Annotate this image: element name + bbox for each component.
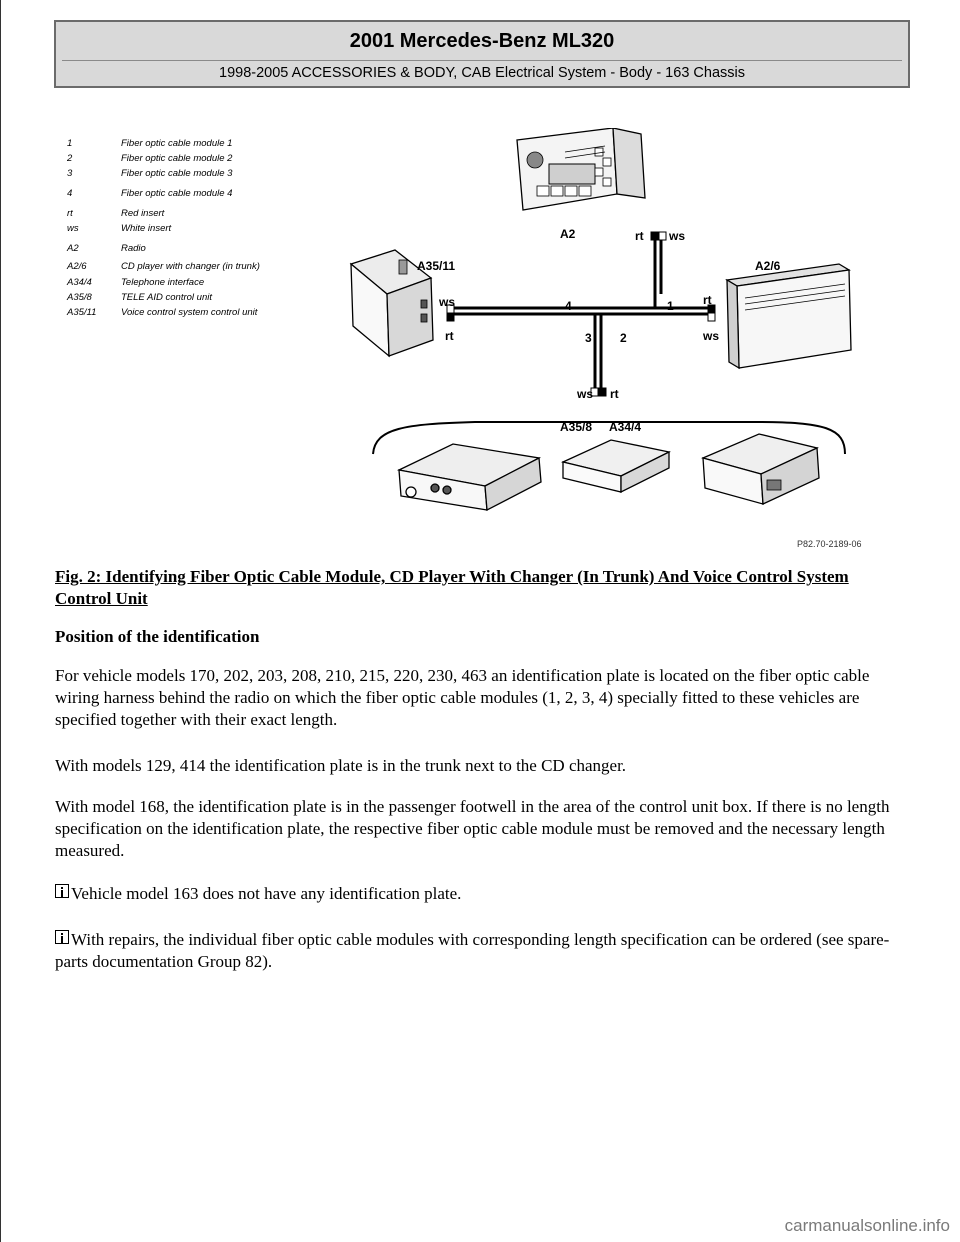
note <box>55 929 915 973</box>
legend-code: A35/11 <box>67 307 97 318</box>
legend-desc: Voice control system control unit <box>121 307 258 318</box>
paragraph: For vehicle models 170, 202, 203, 208, 210, 215, 220, 230, 463 an identification plate is located on the fiber optic cable wiring harness behind the radio on which the fiber optic cable modules (1, 2, 3, 4) specially fitted to these vehicles are specified together with their exact length. <box>55 666 870 729</box>
legend-desc: Fiber optic cable module 3 <box>121 168 233 179</box>
legend-code: A2 <box>67 243 79 254</box>
label-ws-right: ws <box>703 329 720 343</box>
document-title: 2001 Mercedes-Benz ML320 <box>349 30 615 52</box>
label-rt-right: rt <box>703 293 712 307</box>
label-a2: A2 <box>560 227 576 241</box>
control-unit-box <box>703 434 819 504</box>
legend-code: rt <box>67 208 73 219</box>
legend-desc: Fiber optic cable module 2 <box>121 153 233 164</box>
cd-changer-unit <box>727 264 851 368</box>
fiber-cable-harness <box>453 240 710 388</box>
note-text: Vehicle model 163 does not have any identification plate. <box>71 884 462 903</box>
label-a35-8: A35/8 <box>560 420 593 434</box>
document-subtitle: 1998-2005 ACCESSORIES & BODY, CAB Electrical System - Body - 163 Chassis <box>62 60 902 85</box>
legend-desc: TELE AID control unit <box>121 292 212 303</box>
info-icon <box>55 930 69 944</box>
note-text: With repairs, the individual fiber optic cable modules with corresponding length specification can be ordered (see spare-parts documentation Group 82). <box>55 930 890 971</box>
paragraph: With models 129, 414 the identification plate is in the trunk next to the CD changer. <box>55 756 627 775</box>
legend-desc: Radio <box>121 243 146 254</box>
label-module-3: 3 <box>585 331 592 345</box>
legend-desc: Telephone interface <box>121 277 205 288</box>
legend-desc: Red insert <box>121 208 165 219</box>
label-module-1: 1 <box>667 299 674 313</box>
legend-desc: Fiber optic cable module 4 <box>121 188 233 199</box>
label-ws-top: ws <box>669 229 686 243</box>
label-rt-top: rt <box>635 229 644 243</box>
legend-desc: CD player with changer (in trunk) <box>121 261 260 272</box>
legend-code: 2 <box>67 153 73 164</box>
info-icon <box>55 884 69 898</box>
legend-code: A34/4 <box>67 277 92 288</box>
figure-reference: P82.70-2189-06 <box>797 539 862 549</box>
page-left-border <box>0 0 1 1242</box>
wiring-figure <box>55 128 895 556</box>
label-ws-left: ws <box>439 295 456 309</box>
label-module-4: 4 <box>565 299 572 313</box>
label-a35-11: A35/11 <box>417 259 456 273</box>
legend-desc: White insert <box>121 223 172 234</box>
telephone-interface-unit <box>563 440 669 492</box>
note <box>55 883 915 905</box>
paragraph: With model 168, the identification plate is in the passenger footwell in the area of the control unit box. If there is no length specification on the identification plate, the respective fiber optic cable module must be removed and the necessary length measured. <box>55 797 890 860</box>
label-module-2: 2 <box>620 331 627 345</box>
legend-code: 1 <box>67 138 73 149</box>
label-a34-4: A34/4 <box>609 420 642 434</box>
label-rt-left: rt <box>445 329 454 343</box>
tele-aid-unit <box>399 444 541 510</box>
legend-code: 4 <box>67 188 73 199</box>
legend-desc: Fiber optic cable module 1 <box>121 138 233 149</box>
label-ws-bottom: ws <box>577 387 594 401</box>
section-heading: Position of the identification <box>55 627 260 646</box>
legend-code: A2/6 <box>67 261 87 272</box>
legend-code: 3 <box>67 168 73 179</box>
label-a2-6: A2/6 <box>755 259 781 273</box>
legend-code: A35/8 <box>67 292 92 303</box>
document-header <box>54 20 910 88</box>
legend-code: ws <box>67 223 79 234</box>
radio-unit <box>517 128 645 210</box>
site-watermark: carmanualsonline.info <box>784 1216 950 1235</box>
label-rt-bottom: rt <box>610 387 619 401</box>
wiring-diagram <box>55 128 895 556</box>
figure-caption: Fig. 2: Identifying Fiber Optic Cable Module, CD Player With Changer (In Trunk) And Voice Control System Control Unit <box>55 567 849 608</box>
